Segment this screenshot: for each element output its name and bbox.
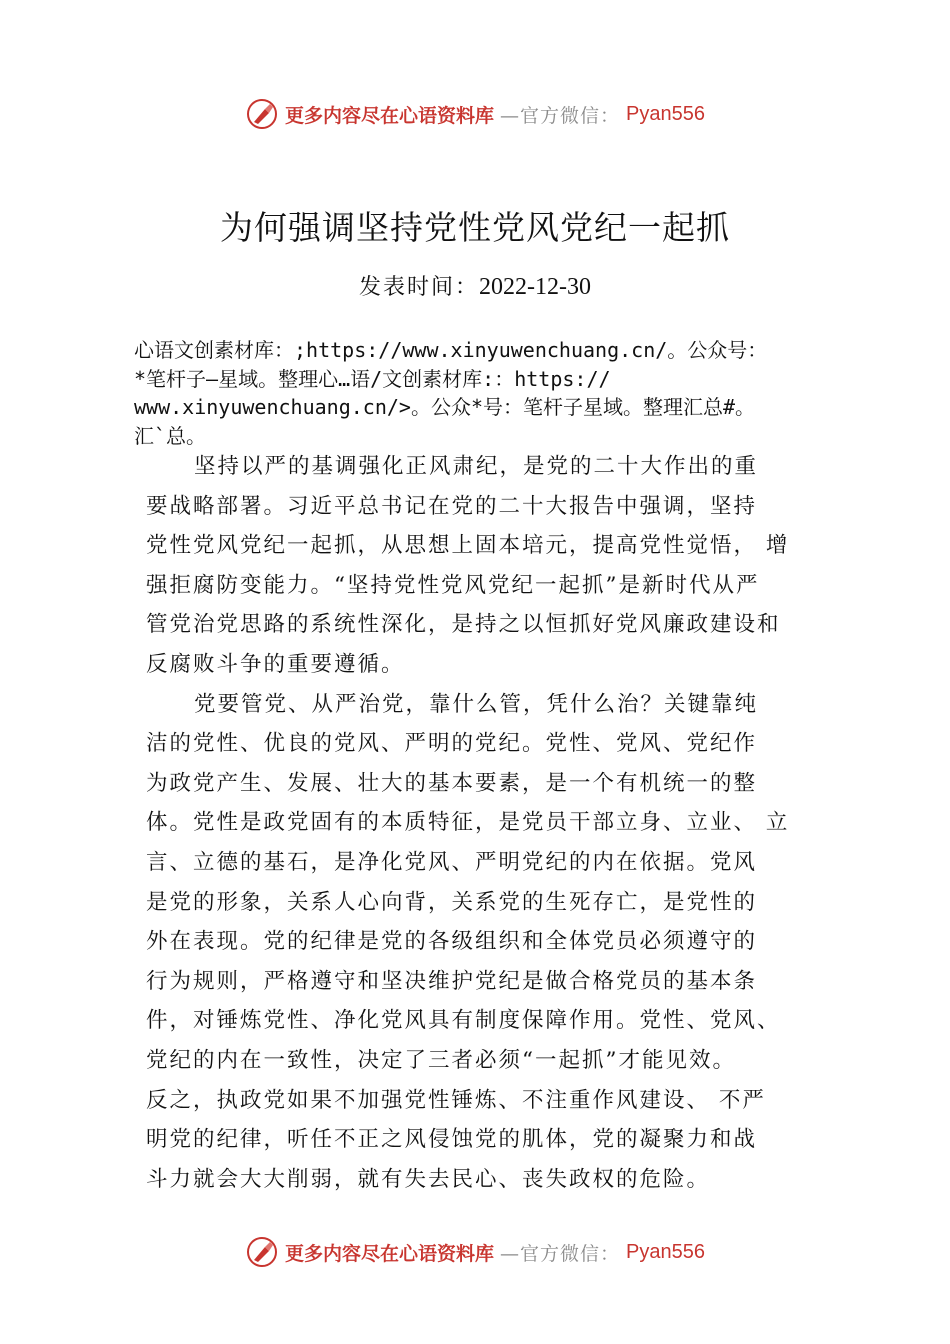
article-title: 为何强调坚持党性党风党纪一起抓 <box>220 208 730 247</box>
watermark-wechat-id: Pyan556 <box>626 1240 705 1263</box>
paragraph-line: 外在表现。党的纪律是党的各级组织和全体党员必须遵守的 <box>146 929 758 955</box>
footer-watermark <box>0 1232 950 1272</box>
date-value: 2022-12-30 <box>479 274 591 300</box>
source-line: 汇`总。 <box>134 423 207 448</box>
header-watermark <box>0 94 950 134</box>
paragraph-line: 洁的党性、优良的党风、严明的党纪。党性、党风、党纪作 <box>146 731 758 757</box>
paragraph-line: 行为规则，严格遵守和坚决维护党纪是做合格党员的基本条 <box>146 968 758 994</box>
paragraph-line: 坚持以严的基调强化正风肃纪，是党的二十大作出的重 <box>194 454 759 479</box>
watermark-red-text: 更多内容尽在心语资料库 <box>285 104 495 127</box>
source-line: 心语文创素材库：;https://www.xinyuwenchuang.cn/。公众号： <box>134 338 768 362</box>
paragraph-line: 为政党产生、发展、壮大的基本要素，是一个有机统一的整 <box>146 770 758 796</box>
source-block <box>134 336 854 450</box>
paragraph-line: 反之，执政党如果不加强党性锤炼、不注重作风建设、 不严 <box>146 1087 766 1113</box>
paragraph-line: 党性党风党纪一起抓，从思想上固本培元，提高党性觉悟， 增 <box>146 533 790 559</box>
source-line: *笔杆子—星域。整理心…语/文创素材库:：https:// <box>134 366 611 391</box>
paragraph-line: 管党治党思路的系统性深化，是持之以恒抓好党风廉政建设和 <box>146 612 781 638</box>
date-label: 发表时间： <box>359 275 480 300</box>
publish-date <box>0 270 950 301</box>
paragraph-line: 强拒腐防变能力。“坚持党性党风党纪一起抓”是新时代从严 <box>146 572 760 598</box>
pen-nib-logo-icon <box>245 1235 279 1269</box>
watermark-gray-text: —官方微信： <box>500 104 621 127</box>
watermark-gray-text: —官方微信： <box>500 1242 621 1265</box>
paragraph-line: 斗力就会大大削弱，就有失去民心、丧失政权的危险。 <box>146 1166 711 1192</box>
paragraph-line: 党要管党、从严治党，靠什么管，凭什么治？关键靠纯 <box>194 691 759 717</box>
paragraph-line: 要战略部署。习近平总书记在党的二十大报告中强调，坚持 <box>146 493 758 519</box>
paragraph-line: 党纪的内在一致性，决定了三者必须“一起抓”才能见效。 <box>146 1047 736 1073</box>
pen-nib-logo-icon <box>245 97 279 131</box>
paragraph-line: 是党的形象，关系人心向背，关系党的生死存亡，是党性的 <box>146 889 758 915</box>
paragraph-line: 件，对锤炼党性、净化党风具有制度保障作用。党性、党风、 <box>146 1008 781 1034</box>
paragraph-line: 体。党性是政党固有的本质特征，是党员干部立身、立业、 立 <box>146 810 790 836</box>
article-body <box>146 447 836 1199</box>
paragraph-line: 明党的纪律，听任不正之风侵蚀党的肌体，党的凝聚力和战 <box>146 1127 758 1153</box>
paragraph-line: 反腐败斗争的重要遵循。 <box>146 651 405 677</box>
paragraph-line: 言、立德的基石，是净化党风、严明党纪的内在依据。党风 <box>146 849 758 875</box>
watermark-red-text: 更多内容尽在心语资料库 <box>285 1242 495 1265</box>
source-line: www.xinyuwenchuang.cn/>。公众*号：笔杆子星域。整理汇总#。 <box>134 395 756 419</box>
watermark-wechat-id: Pyan556 <box>626 102 705 125</box>
